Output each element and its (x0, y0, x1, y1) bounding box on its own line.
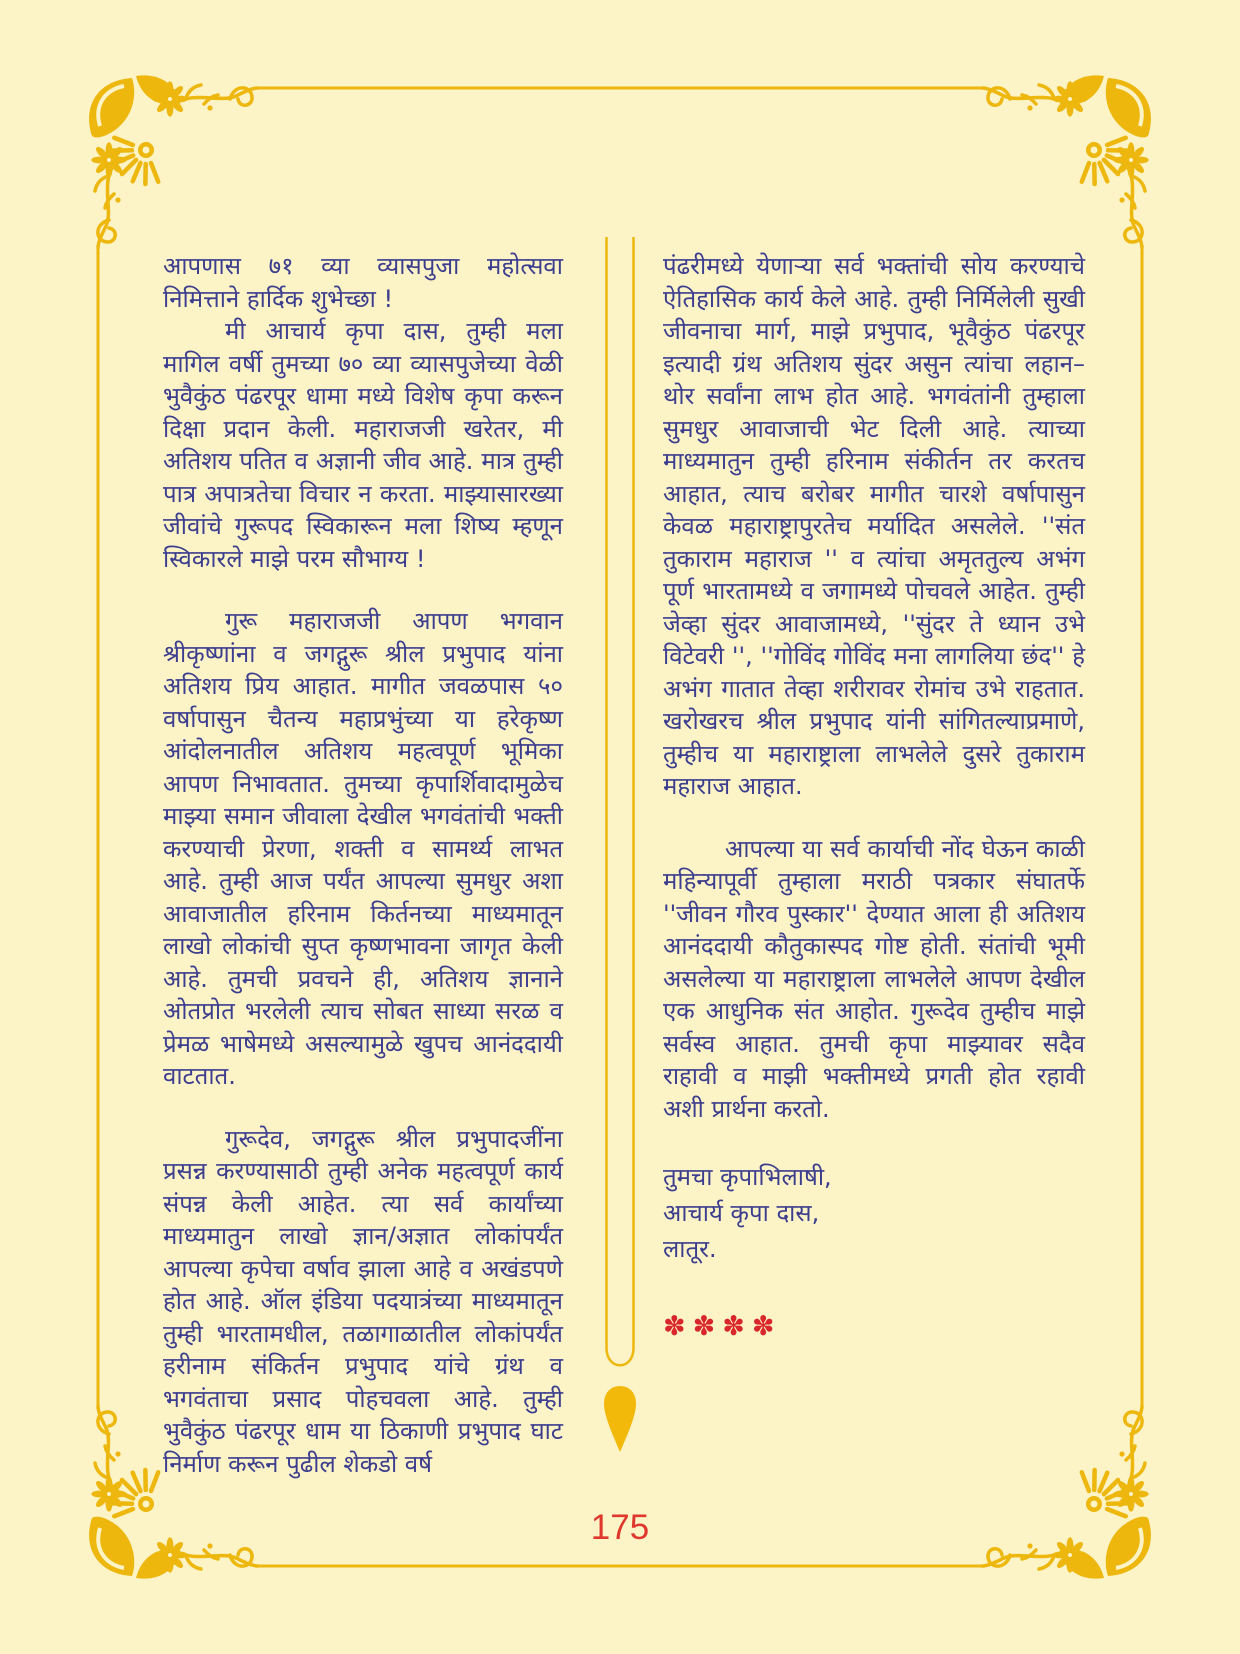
paragraph-award: आपल्या या सर्व कार्याची नोंद घेऊन काळी महिन्यापूर्वी तुम्हाला मराठी पत्रकार संघातर्फे ''जीवन गौरव पुस्कार'' देण्यात आला ही अतिशय आनंददायी कौतुकास्पद गोष्ट होती. संतांची भूमी असलेल्या या महाराष्ट्राला लाभलेले आपण देखील एक आधुनिक संत आहोत. गुरूदेव तुम्हीच माझे सर्वस्व आहात. तुमची कृपा माझ्यावर सदैव राहावी व माझी भक्तीमध्ये प्रगती होत रहावी अशी प्रार्थना करतो. (663, 834, 1085, 1123)
paragraph-greeting: आपणास ७१ व्या व्यासपुजा महोत्सवा निमित्ताने हार्दिक शुभेच्छा ! (163, 252, 563, 313)
section-end-asterisks: ✽✽✽✽ (663, 1311, 782, 1342)
right-column (663, 250, 1085, 1344)
signoff-block (663, 1159, 1085, 1267)
paragraph-pandhari: पंढरीमध्ये येणाऱ्या सर्व भक्तांची सोय करण्याचे ऐतिहासिक कार्य केले आहे. तुम्ही निर्मिलेली सुखी जीवनाचा मार्ग, माझे प्रभुपाद, भूवैकुंठ पंढरपूर इत्यादी ग्रंथ अतिशय सुंदर असुन त्यांचा लहान–थोर सर्वांना लाभ होत आहे. भगवंतांनी तुम्हाला सुमधुर आवाजाची भेट दिली आहे. त्याच्या माध्यमातुन तुम्ही हरिनाम संकीर्तन तर करतच आहात, त्याच बरोबर मागीत चारशे वर्षापासुन केवळ महाराष्ट्रापुरतेच मर्यादित असलेले. ''संत तुकाराम महाराज '' व त्यांचा अमृततुल्य अभंग पूर्ण भारतामध्ये व जगामध्ये पोचवले आहेत. तुम्ही जेव्हा सुंदर आवाजामध्ये, ''सुंदर ते ध्यान उभे विटेवरी '', ''गोविंद गोविंद मना लागलिया छंद'' हे अभंग गातात तेव्हा शरीरावर रोमांच उभे राहतात. खरोखरच श्रील प्रभुपाद यांनी सांगितल्याप्रमाणे, तुम्हीच या महाराष्ट्राला लाभलेले दुसरे तुकाराम महाराज आहात. (663, 252, 1085, 800)
left-column (163, 250, 563, 1480)
signoff-line: लातूर. (663, 1235, 717, 1263)
column-divider (604, 237, 636, 1452)
page-number: 175 (590, 1508, 650, 1547)
pen-nib-icon (604, 1386, 636, 1452)
paragraph-guru: गुरू महाराजजी आपण भगवान श्रीकृष्णांना व जगद्गुरू श्रील प्रभुपाद यांना अतिशय प्रिय आहात. मागीत जवळपास ५० वर्षापासुन चैतन्य महाप्रभुंच्या या हरेकृष्ण आंदोलनातील अतिशय महत्वपूर्ण भूमिका आपण निभावतात. तुमच्या कृपार्शिवादामुळेच माझ्या समान जीवाला देखील भगवंतांची भक्ती करण्याची प्रेरणा, शक्ती व सामर्थ्य लाभत आहे. तुम्ही आज पर्यंत आपल्या सुमधुर अशा आवाजातील हरिनाम किर्तनच्या माध्यमातून लाखो लोकांची सुप्त कृष्णभावना जागृत केली आहे. तुमची प्रवचने ही, अतिशय ज्ञानाने ओतप्रोत भरलेली त्याच सोबत साध्या सरळ व प्रेमळ भाषेमध्ये असल्यामुळे खुपच आनंददायी वाटतात. (163, 607, 563, 1090)
paragraph-works: गुरूदेव, जगद्गुरू श्रील प्रभुपादजींना प्रसन्न करण्यासाठी तुम्ही अनेक महत्वपूर्ण कार्य संपन्न केली आहेत. त्या सर्व कार्यांच्या माध्यमातुन लाखो ज्ञान/अज्ञात लोकांपर्यंत आपल्या कृपेचा वर्षाव झाला आहे व अखंडपणे होत आहे. ऑल इंडिया पदयात्रंच्या माध्यमातून तुम्ही भारतामधील, तळागाळातील लोकांपर्यंत हरीनाम संकिर्तन प्रभुपाद यांचे ग्रंथ व भगवंताचा प्रसाद पोहचवला आहे. तुम्ही भुवैकुंठ पंढरपूर धाम या ठिकाणी प्रभुपाद घाट निर्माण करून पुढील शेकडो वर्ष (163, 1124, 563, 1478)
signoff-line: तुमचा कृपाभिलाषी, (663, 1163, 832, 1191)
signoff-line: आचार्य कृपा दास, (663, 1199, 820, 1227)
paragraph-intro: मी आचार्य कृपा दास, तुम्ही मला मागिल वर्षी तुमच्या ७० व्या व्यासपुजेच्या वेळी भुवैकुंठ पंढरपूर धामा मध्ये विशेष कृपा करून दिक्षा प्रदान केली. महाराजजी खरेतर, मी अतिशय पतित व अज्ञानी जीव आहे. मात्र तुम्ही पात्र अपात्रतेचा विचार न करता. माझ्यासारख्या जीवांचे गुरूपद स्विकारून मला शिष्य म्हणून स्विकारले माझे परम सौभाग्य ! (163, 317, 563, 573)
